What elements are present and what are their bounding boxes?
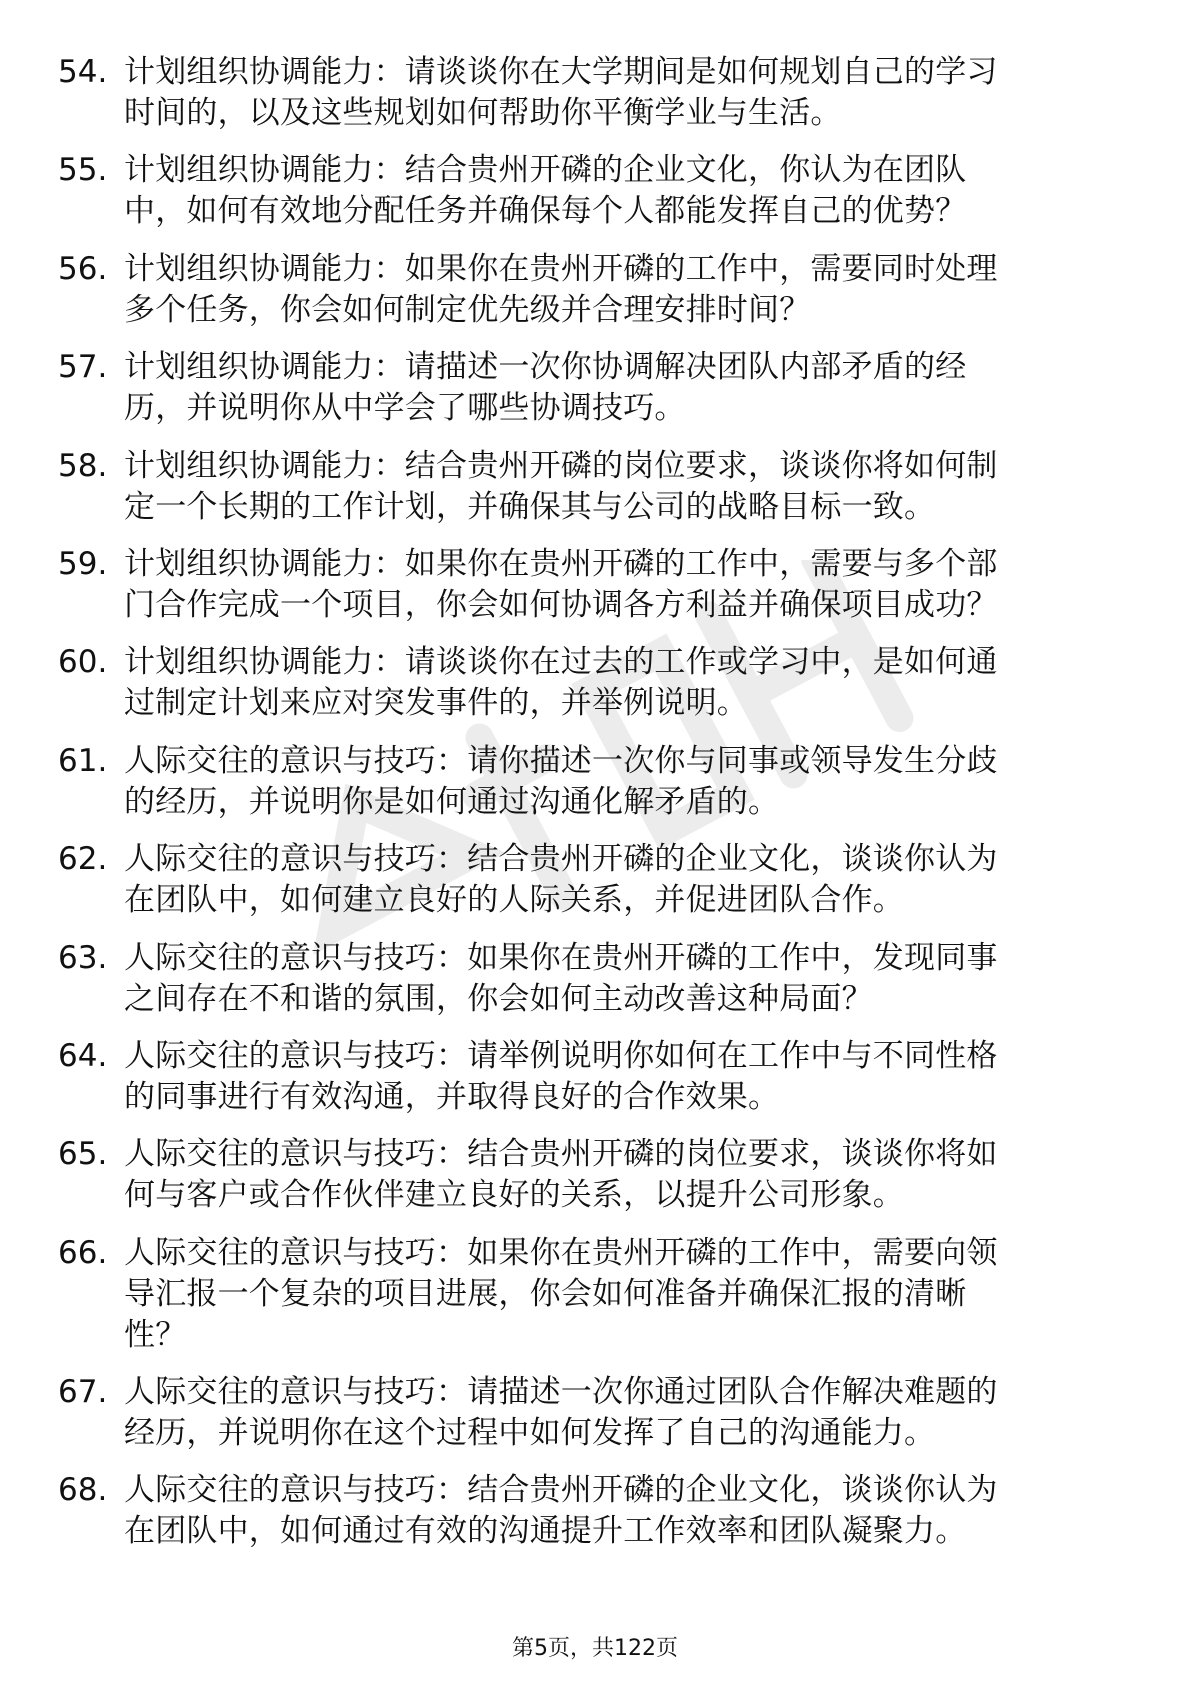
question-item xyxy=(58,1036,1130,1118)
question-text xyxy=(124,446,1130,528)
question-text-line: 人际交往的意识与技巧：请举例说明你如何在工作中与不同性格 xyxy=(124,1037,998,1074)
question-text-line: 人际交往的意识与技巧：请你描述一次你与同事或领导发生分歧 xyxy=(124,742,998,779)
question-text-line: 在团队中，如何通过有效的沟通提升工作效率和团队凝聚力。 xyxy=(124,1513,967,1550)
question-number: 68. xyxy=(58,1472,108,1509)
question-item xyxy=(58,1470,1130,1552)
question-item xyxy=(58,446,1130,528)
question-text-line: 的经历，并说明你是如何通过沟通化解矛盾的。 xyxy=(124,783,780,820)
question-text-line: 导汇报一个复杂的项目进展，你会如何准备并确保汇报的清晰 xyxy=(124,1275,967,1312)
question-text-line: 人际交往的意识与技巧：请描述一次你通过团队合作解决难题的 xyxy=(124,1374,998,1411)
question-text-line: 人际交往的意识与技巧：如果你在贵州开磷的工作中，发现同事 xyxy=(124,939,998,976)
question-text xyxy=(124,1372,1130,1454)
question-text-line: 的同事进行有效沟通，并取得良好的合作效果。 xyxy=(124,1078,780,1115)
question-text xyxy=(124,52,1130,134)
question-item xyxy=(58,938,1130,1020)
question-number: 55. xyxy=(58,152,108,189)
question-text-line: 在团队中，如何建立良好的人际关系，并促进团队合作。 xyxy=(124,882,904,919)
question-number: 64. xyxy=(58,1037,108,1074)
question-text xyxy=(124,1134,1130,1216)
question-item xyxy=(58,741,1130,823)
question-number: 67. xyxy=(58,1374,108,1411)
question-text-line: 过制定计划来应对突发事件的，并举例说明。 xyxy=(124,685,748,722)
question-number: 59. xyxy=(58,545,108,582)
question-text-line: 门合作完成一个项目，你会如何协调各方利益并确保项目成功？ xyxy=(124,586,998,623)
question-item xyxy=(58,249,1130,331)
question-item xyxy=(58,1134,1130,1216)
question-item xyxy=(58,1372,1130,1454)
question-list xyxy=(58,52,1130,1569)
question-text-line: 人际交往的意识与技巧：结合贵州开磷的企业文化，谈谈你认为 xyxy=(124,1472,998,1509)
question-text-line: 计划组织协调能力：结合贵州开磷的企业文化，你认为在团队 xyxy=(124,152,967,189)
question-text-line: 人际交往的意识与技巧：结合贵州开磷的岗位要求，谈谈你将如 xyxy=(124,1136,998,1173)
question-text-line: 经历，并说明你在这个过程中如何发挥了自己的沟通能力。 xyxy=(124,1415,936,1452)
question-text-line: 计划组织协调能力：请谈谈你在过去的工作或学习中，是如何通 xyxy=(124,644,998,681)
question-text-line: 人际交往的意识与技巧：结合贵州开磷的企业文化，谈谈你认为 xyxy=(124,841,998,878)
question-text-line: 多个任务，你会如何制定优先级并合理安排时间？ xyxy=(124,291,811,328)
page-number-label: 第5页，共122页 xyxy=(512,1636,678,1661)
question-text-line: 计划组织协调能力：如果你在贵州开磷的工作中，需要与多个部 xyxy=(124,545,998,582)
question-text xyxy=(124,938,1130,1020)
question-text-line: 计划组织协调能力：请谈谈你在大学期间是如何规划自己的学习 xyxy=(124,54,998,90)
question-item xyxy=(58,347,1130,429)
page-footer xyxy=(0,1634,1190,1664)
question-text xyxy=(124,544,1130,626)
question-text-line: 性？ xyxy=(124,1316,187,1353)
question-text xyxy=(124,249,1130,331)
question-text xyxy=(124,150,1130,232)
question-item xyxy=(58,150,1130,232)
question-text xyxy=(124,1470,1130,1552)
question-item xyxy=(58,52,1130,134)
question-text xyxy=(124,1036,1130,1118)
question-number: 54. xyxy=(58,54,108,90)
question-text xyxy=(124,839,1130,921)
question-number: 56. xyxy=(58,250,108,287)
question-number: 63. xyxy=(58,939,108,976)
question-item xyxy=(58,1233,1130,1356)
question-text-line: 定一个长期的工作计划，并确保其与公司的战略目标一致。 xyxy=(124,488,936,525)
question-number: 60. xyxy=(58,644,108,681)
question-text-line: 时间的，以及这些规划如何帮助你平衡学业与生活。 xyxy=(124,95,842,131)
question-text-line: 之间存在不和谐的氛围，你会如何主动改善这种局面？ xyxy=(124,980,873,1017)
question-number: 58. xyxy=(58,447,108,484)
question-text-line: 计划组织协调能力：结合贵州开磷的岗位要求，谈谈你将如何制 xyxy=(124,447,998,484)
question-number: 66. xyxy=(58,1234,108,1271)
question-number: 62. xyxy=(58,841,108,878)
question-item xyxy=(58,544,1130,626)
question-number: 57. xyxy=(58,349,108,386)
question-text xyxy=(124,741,1130,823)
question-number: 65. xyxy=(58,1136,108,1173)
question-text-line: 中，如何有效地分配任务并确保每个人都能发挥自己的优势？ xyxy=(124,193,967,230)
question-text-line: 人际交往的意识与技巧：如果你在贵州开磷的工作中，需要向领 xyxy=(124,1234,998,1271)
question-item xyxy=(58,839,1130,921)
question-text-line: 计划组织协调能力：如果你在贵州开磷的工作中，需要同时处理 xyxy=(124,250,998,287)
question-text xyxy=(124,642,1130,724)
question-text xyxy=(124,1233,1130,1356)
question-text-line: 历，并说明你从中学会了哪些协调技巧。 xyxy=(124,390,686,427)
question-text-line: 计划组织协调能力：请描述一次你协调解决团队内部矛盾的经 xyxy=(124,349,967,386)
question-text-line: 何与客户或合作伙伴建立良好的关系，以提升公司形象。 xyxy=(124,1177,904,1214)
question-item xyxy=(58,642,1130,724)
question-text xyxy=(124,347,1130,429)
question-number: 61. xyxy=(58,742,108,779)
